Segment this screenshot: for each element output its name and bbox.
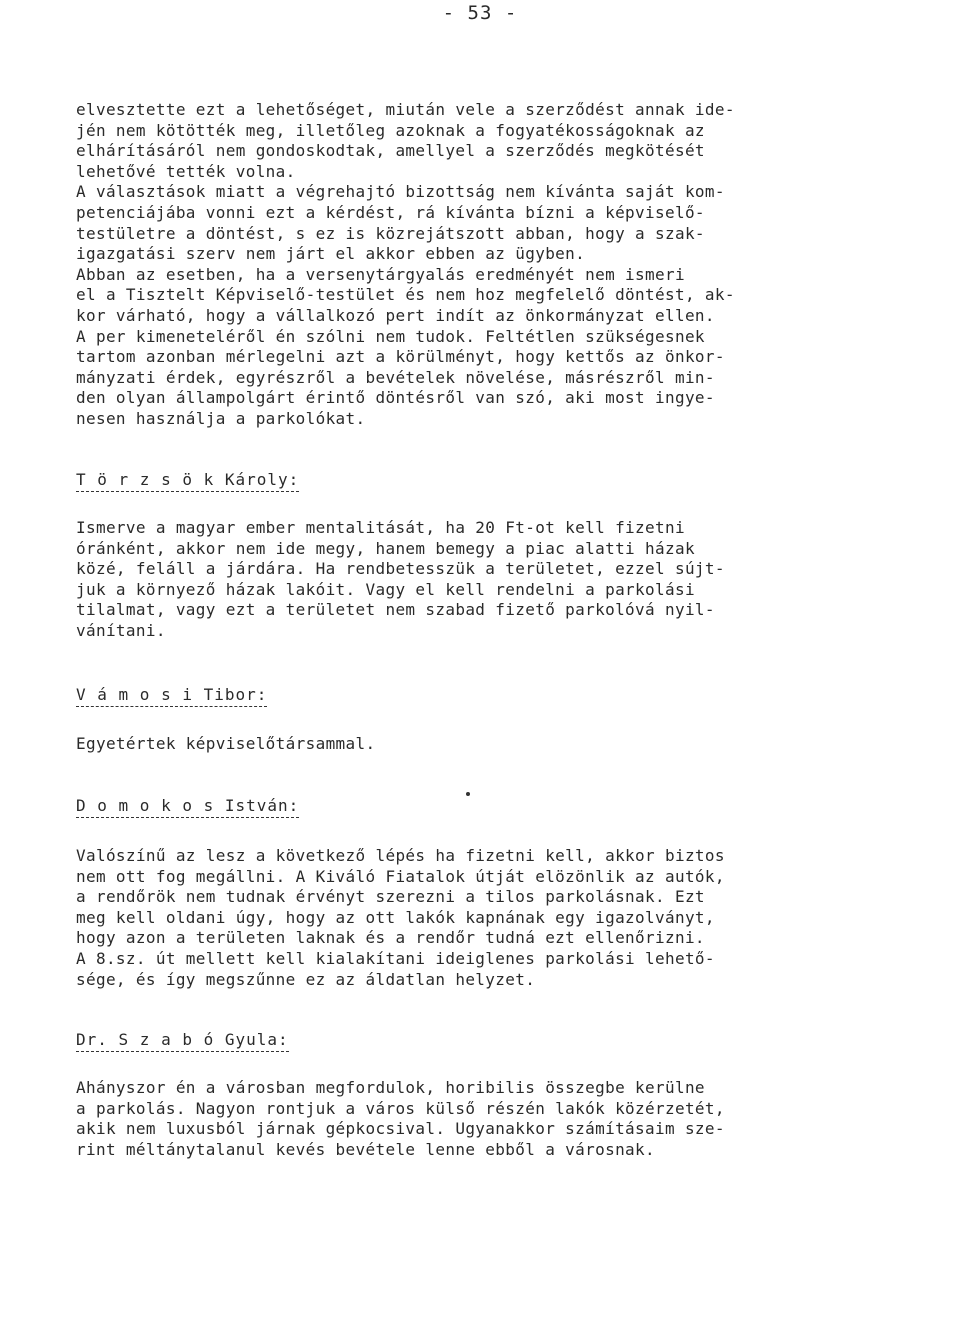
text-line: den olyan állampolgárt érintő döntésről van szó, aki most ingye-	[76, 388, 715, 408]
text-line: A 8.sz. út mellett kell kialakítani ideiglenes parkolási lehető-	[76, 948, 715, 968]
text-line: igazgatási szerv nem járt el akkor ebben az ügyben.	[76, 244, 586, 264]
text-line: rint méltánytalanul kevés bevétele lenne ebből a városnak.	[76, 1139, 656, 1159]
text-line: jén nem kötötték meg, illetőleg azoknak a fogyatékosságoknak az	[76, 120, 705, 140]
text-line: a rendőrök nem tudnak érvényt szerezni a tilos parkolásnak. Ezt	[76, 887, 705, 907]
speaker-heading: D o m o k o s István:	[76, 796, 299, 818]
ink-dot-mark	[466, 792, 470, 796]
intro-paragraph	[76, 100, 876, 430]
text-line: kor várható, hogy a vállalkozó pert indít az önkormányzat ellen.	[76, 305, 715, 325]
text-line: petenciájába vonni ezt a kérdést, rá kívánta bízni a képviselő-	[76, 202, 705, 222]
speech-paragraph	[76, 734, 876, 755]
speech-paragraph	[76, 846, 876, 990]
text-line: óránként, akkor nem ide megy, hanem bemegy a piac alatti házak	[76, 538, 695, 558]
text-line: Valószínű az lesz a következő lépés ha fizetni kell, akkor biztos	[76, 846, 725, 865]
paragraph-text	[76, 734, 876, 755]
text-line: nem ott fog megállni. A Kiváló Fiatalok útját elözönlik az autók,	[76, 866, 725, 886]
paragraph-text	[76, 100, 876, 430]
text-line: nesen használja a parkolókat.	[76, 408, 366, 428]
text-line: elvesztette ezt a lehetőséget, miután vele a szerződést annak ide-	[76, 100, 735, 119]
text-line: A per kimeneteléről én szólni nem tudok. Feltétlen szükségesnek	[76, 326, 705, 346]
speech-paragraph	[76, 1078, 876, 1160]
text-line: A választások miatt a végrehajtó bizottság nem kívánta saját kom-	[76, 182, 725, 202]
text-line: testületre a döntést, s ez is közrejátszott abban, hogy a szak-	[76, 223, 705, 243]
speaker-heading: V á m o s i Tibor:	[76, 685, 267, 707]
text-line: vánítani.	[76, 620, 166, 640]
speaker-heading: T ö r z s ö k Károly:	[76, 470, 299, 492]
text-line: Egyetértek képviselőtársammal.	[76, 734, 376, 753]
text-line: elhárításáról nem gondoskodtak, amellyel a szerződés megkötését	[76, 141, 705, 161]
speaker-heading: Dr. S z a b ó Gyula:	[76, 1030, 289, 1052]
text-line: lehetővé tették volna.	[76, 161, 296, 181]
text-line: juk a környező házak lakóit. Vagy el kell rendelni a parkolási	[76, 579, 695, 599]
text-line: mányzati érdek, egyrészről a bevételek növelése, másrészről min-	[76, 367, 715, 387]
text-line: a parkolás. Nagyon rontjuk a város külső részén lakók közérzetét,	[76, 1098, 725, 1118]
text-line: tartom azonban mérlegelni azt a körülményt, hogy kettős az önkor-	[76, 347, 725, 367]
text-line: közé, feláll a járdára. Ha rendbetesszük a területet, ezzel sújt-	[76, 559, 725, 579]
text-line: hogy azon a területen laknak és a rendőr tudná ezt ellenőrizni.	[76, 928, 705, 948]
text-line: Ahányszor én a városban megfordulok, horibilis összegbe kerülne	[76, 1078, 705, 1097]
text-line: el a Tisztelt Képviselő-testület és nem hoz megfelelő döntést, ak-	[76, 285, 735, 305]
text-line: akik nem luxusból járnak gépkocsival. Ugyanakkor számításaim sze-	[76, 1119, 725, 1139]
text-line: meg kell oldani úgy, hogy az ott lakók kapnának egy igazolványt,	[76, 907, 715, 927]
paragraph-text	[76, 846, 876, 990]
text-line: Ismerve a magyar ember mentalitását, ha 20 Ft-ot kell fizetni	[76, 518, 685, 537]
paragraph-text	[76, 518, 876, 642]
text-line: sége, és így megszűnne ez az áldatlan helyzet.	[76, 969, 536, 989]
page-number: - 53 -	[442, 2, 518, 24]
speech-paragraph	[76, 518, 876, 642]
paragraph-text	[76, 1078, 876, 1160]
text-line: tilalmat, vagy ezt a területet nem szabad fizető parkolóvá nyil-	[76, 600, 715, 620]
text-line: Abban az esetben, ha a versenytárgyalás eredményét nem ismeri	[76, 264, 685, 284]
